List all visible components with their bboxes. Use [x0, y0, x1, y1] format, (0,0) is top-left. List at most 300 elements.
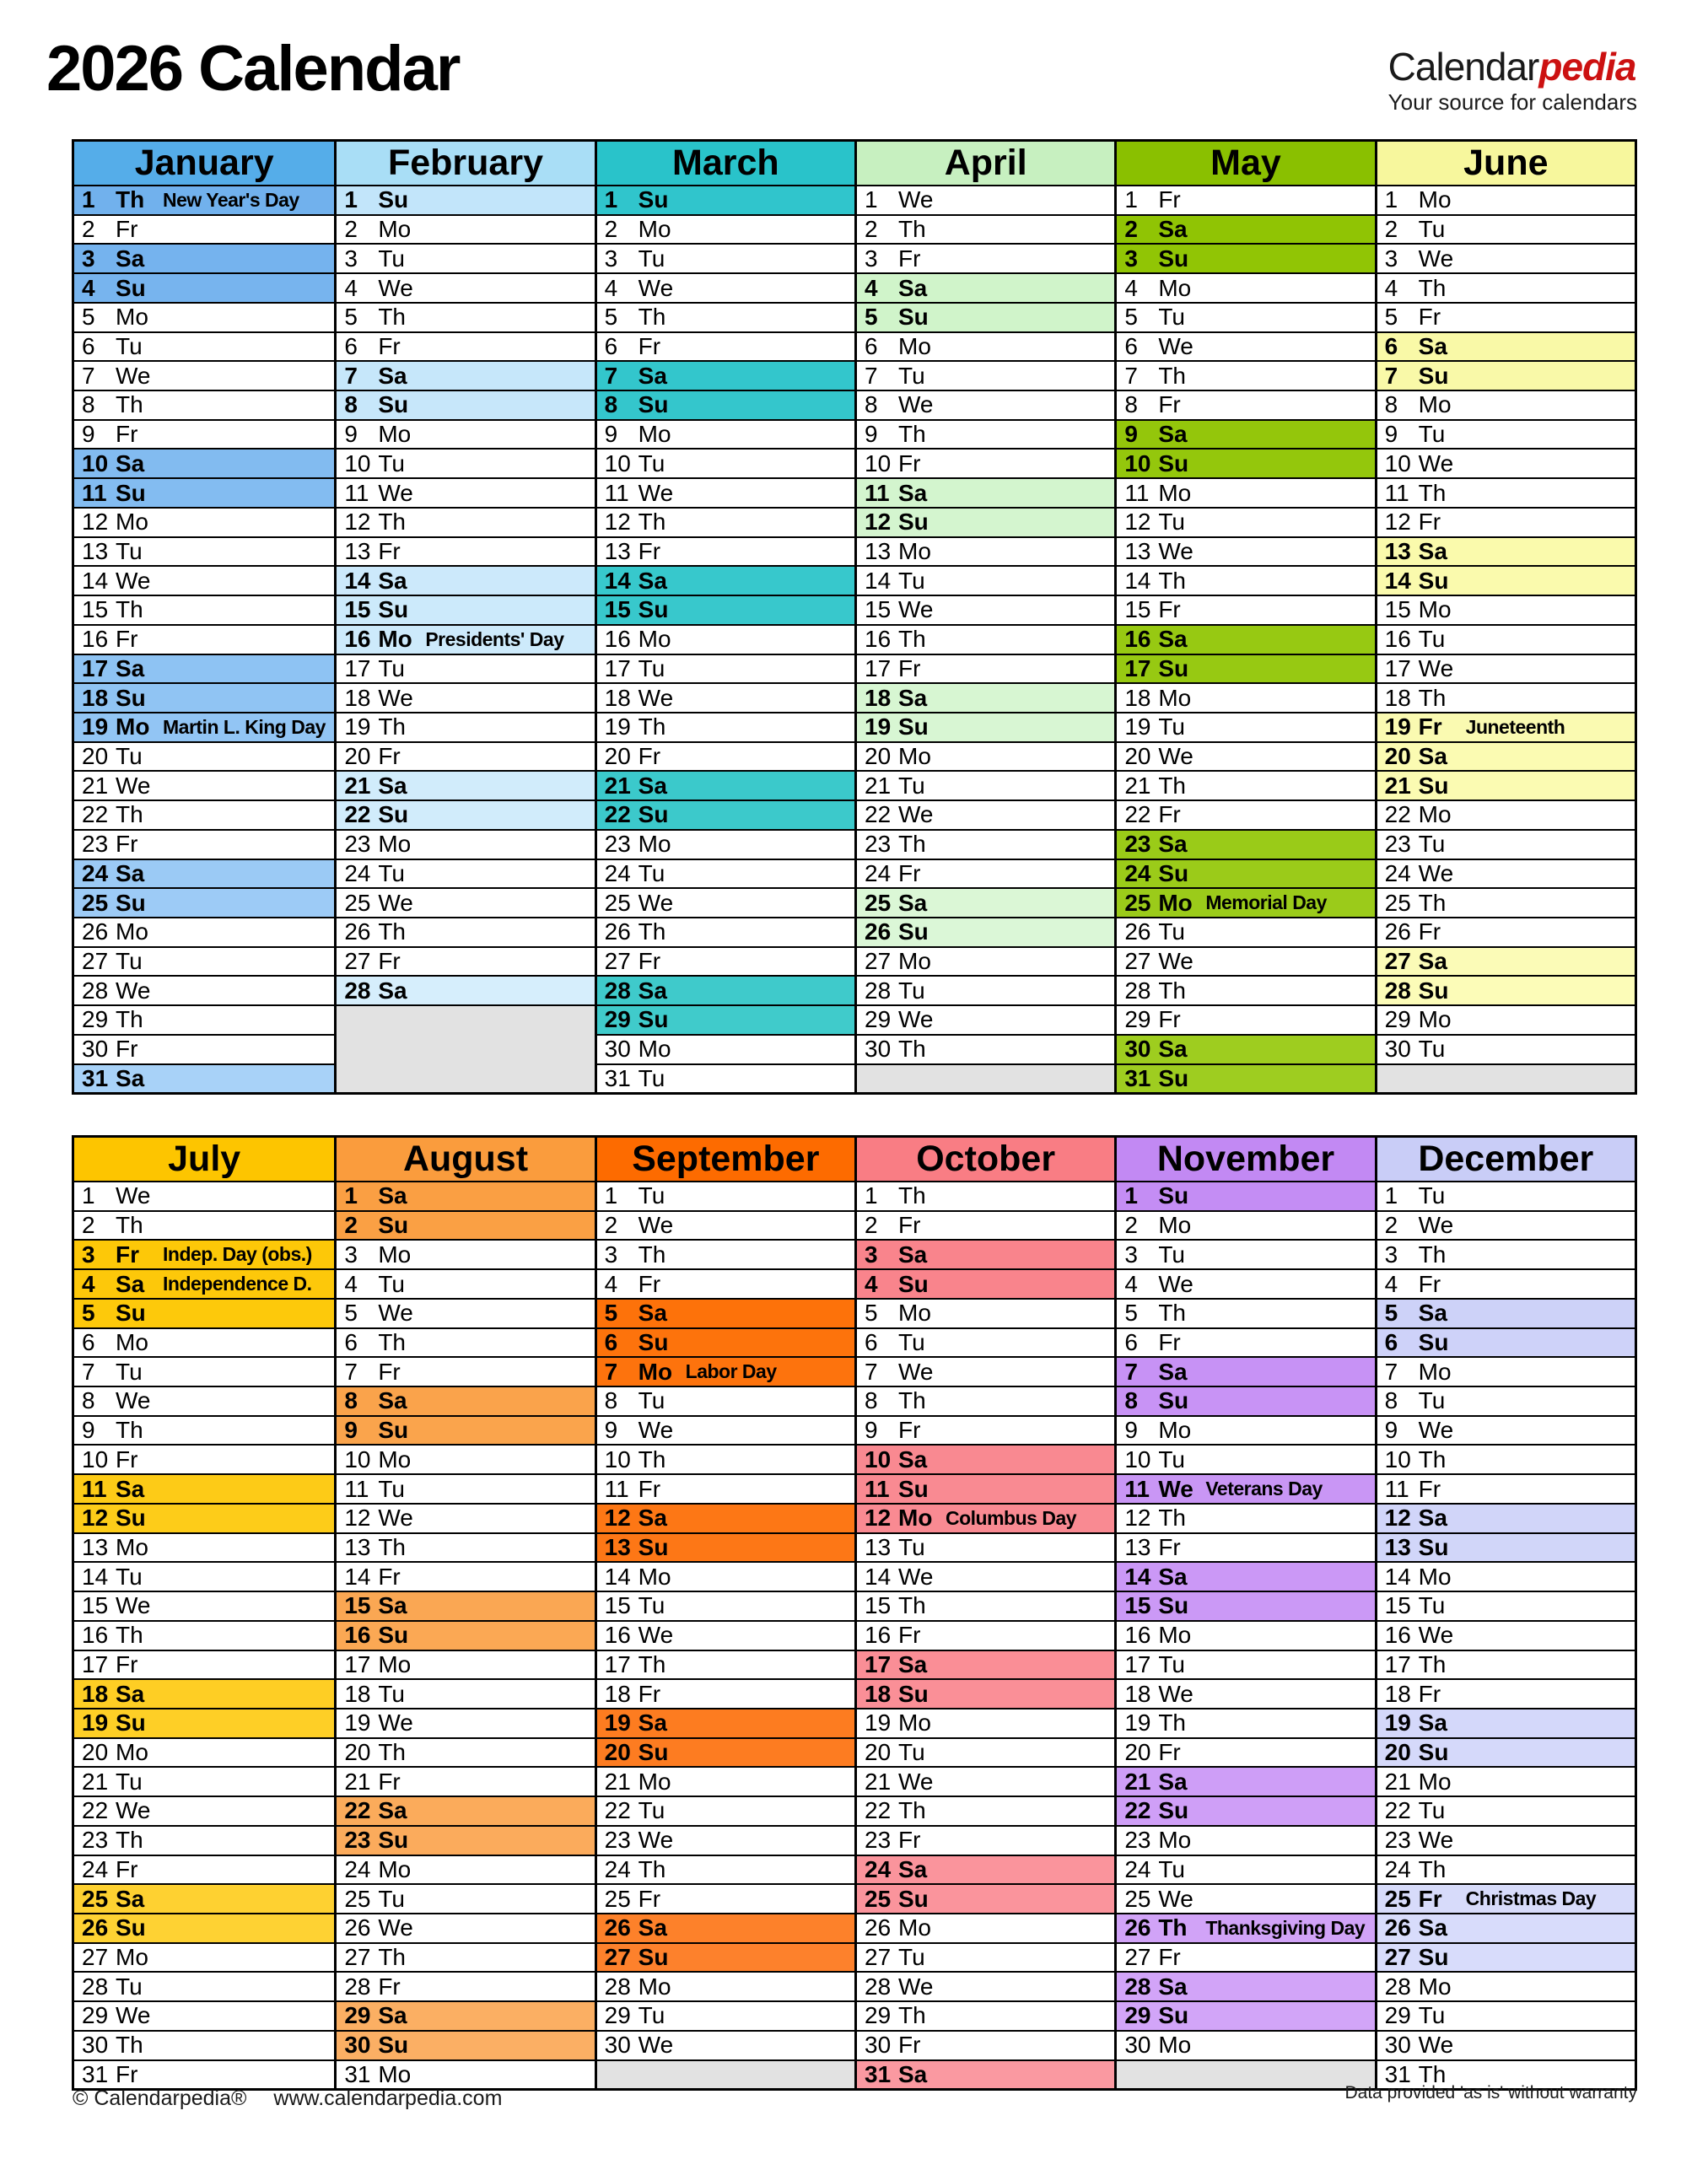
- day-row: [1377, 1855, 1635, 1884]
- day-number: 25: [1124, 1885, 1151, 1912]
- day-row: [74, 1327, 334, 1357]
- day-number: 31: [344, 2060, 371, 2087]
- day-row: [74, 682, 334, 712]
- day-number: 2: [1384, 1212, 1398, 1239]
- day-abbrev: Fr: [1158, 391, 1181, 418]
- day-abbrev: Th: [116, 391, 143, 418]
- day-abbrev: Su: [1418, 1944, 1449, 1971]
- day-number: 12: [344, 509, 371, 536]
- day-number: 4: [344, 274, 358, 301]
- day-abbrev: We: [378, 274, 413, 301]
- day-row: [1117, 1444, 1374, 1473]
- month-july: [74, 1138, 334, 2088]
- day-row: [1117, 507, 1374, 536]
- day-number: 17: [865, 1650, 892, 1677]
- day-number: 26: [344, 918, 371, 945]
- day-number: 19: [604, 713, 631, 740]
- day-abbrev: Sa: [378, 1797, 407, 1824]
- day-row: [1117, 624, 1374, 654]
- day-abbrev: Sa: [378, 1182, 407, 1209]
- day-number: 12: [865, 509, 892, 536]
- day-number: 23: [1124, 1827, 1151, 1854]
- day-row: [1377, 624, 1635, 654]
- day-number: 22: [344, 801, 371, 828]
- day-row: [597, 654, 854, 683]
- day-row: [337, 390, 594, 419]
- day-abbrev: Mo: [1418, 1973, 1452, 2000]
- day-row: [857, 565, 1114, 595]
- day-row: [337, 565, 594, 595]
- calendar-block-jul-dec: [72, 1135, 1637, 2091]
- day-abbrev: Su: [898, 918, 929, 945]
- day-abbrev: Mo: [378, 2060, 412, 2087]
- day-abbrev: Su: [1418, 772, 1449, 799]
- day-number: 23: [344, 831, 371, 858]
- day-row: [857, 390, 1114, 419]
- day-number: 8: [865, 1387, 878, 1414]
- day-row: [337, 682, 594, 712]
- day-row: [857, 887, 1114, 917]
- day-abbrev: Th: [898, 1797, 926, 1824]
- day-row: [74, 946, 334, 976]
- day-number: 2: [82, 216, 95, 243]
- day-row: [1117, 2000, 1374, 2030]
- day-row: [337, 1386, 594, 1415]
- day-abbrev: Mo: [116, 1944, 148, 1971]
- day-number: 27: [604, 948, 631, 975]
- day-abbrev: Fr: [116, 1241, 139, 1268]
- day-number: 19: [82, 1709, 109, 1736]
- day-row: [1377, 360, 1635, 390]
- day-abbrev: Sa: [1418, 332, 1447, 359]
- day-abbrev: Su: [116, 684, 146, 711]
- day-row: [597, 565, 854, 595]
- day-number: 10: [865, 450, 892, 476]
- day-number: 13: [604, 1533, 631, 1560]
- day-number: 7: [1124, 362, 1138, 389]
- day-abbrev: Mo: [638, 1768, 671, 1795]
- day-row: [857, 1796, 1114, 1825]
- day-abbrev: Mo: [116, 1328, 148, 1355]
- day-abbrev: We: [898, 1358, 934, 1385]
- day-row: [857, 243, 1114, 272]
- day-abbrev: Th: [116, 1622, 143, 1649]
- day-abbrev: We: [1418, 654, 1454, 681]
- day-number: 28: [1124, 1973, 1151, 2000]
- day-abbrev: Tu: [638, 859, 665, 886]
- day-number: 17: [865, 654, 892, 681]
- day-row: [74, 770, 334, 800]
- day-number: 15: [865, 1592, 892, 1619]
- day-row: [857, 1766, 1114, 1796]
- logo-text-red: pedia: [1538, 45, 1636, 89]
- day-row: [1377, 654, 1635, 683]
- day-number: 4: [865, 274, 878, 301]
- day-row: [1117, 1855, 1374, 1884]
- day-abbrev: Su: [898, 1885, 929, 1912]
- day-number: 25: [1124, 889, 1151, 916]
- day-number: 5: [604, 1300, 618, 1327]
- day-abbrev: Tu: [378, 1270, 405, 1297]
- day-number: 12: [604, 509, 631, 536]
- month-header: October: [857, 1138, 1114, 1181]
- day-row: [857, 1942, 1114, 1972]
- day-abbrev: Th: [898, 2002, 926, 2029]
- day-abbrev: Mo: [378, 1650, 412, 1677]
- day-number: 20: [344, 1739, 371, 1766]
- day-abbrev: Tu: [378, 1475, 405, 1502]
- day-number: 19: [344, 713, 371, 740]
- day-abbrev: Th: [1158, 567, 1187, 594]
- day-number: 30: [1124, 2032, 1151, 2059]
- day-abbrev: Mo: [116, 713, 150, 740]
- day-number: 21: [82, 772, 109, 799]
- day-number: 24: [1124, 859, 1151, 886]
- day-row: [1377, 1825, 1635, 1855]
- month-march: [595, 142, 854, 1092]
- day-row: [857, 654, 1114, 683]
- day-row: [597, 419, 854, 449]
- day-row: [74, 2000, 334, 2030]
- day-row: [1117, 829, 1374, 859]
- day-abbrev: Fr: [1418, 1270, 1441, 1297]
- day-row: [1377, 1181, 1635, 1210]
- day-row: [337, 1796, 594, 1825]
- day-row: [1377, 1532, 1635, 1562]
- day-row: [1377, 536, 1635, 566]
- day-row: [1117, 536, 1374, 566]
- day-number: 23: [1384, 831, 1411, 858]
- day-number: 16: [1384, 1622, 1411, 1649]
- day-number: 10: [344, 1446, 371, 1473]
- day-row: [74, 829, 334, 859]
- day-abbrev: Th: [1158, 1709, 1187, 1736]
- day-number: 18: [344, 684, 371, 711]
- day-abbrev: We: [638, 1212, 674, 1239]
- day-abbrev: Sa: [638, 1300, 667, 1327]
- day-row: [337, 360, 594, 390]
- day-abbrev: We: [1418, 2032, 1454, 2059]
- day-row: [74, 302, 334, 331]
- day-number: 24: [344, 1855, 371, 1882]
- day-abbrev: Mo: [898, 743, 931, 770]
- day-row: [337, 536, 594, 566]
- day-row: [1117, 1591, 1374, 1620]
- day-abbrev: We: [898, 1563, 934, 1590]
- day-row: [1117, 917, 1374, 946]
- day-abbrev: Mo: [638, 216, 671, 243]
- day-abbrev: Th: [638, 304, 666, 331]
- day-row: [1377, 1268, 1635, 1298]
- day-row: [74, 2059, 334, 2089]
- day-number: 11: [82, 479, 107, 506]
- day-row: [74, 272, 334, 302]
- day-row: [857, 1356, 1114, 1386]
- day-number: 6: [865, 1328, 878, 1355]
- day-number: 28: [1384, 1973, 1411, 2000]
- day-row: [74, 624, 334, 654]
- day-abbrev: Tu: [378, 859, 405, 886]
- day-abbrev: Th: [638, 1855, 666, 1882]
- day-number: 12: [82, 1505, 109, 1532]
- day-number: 10: [1124, 450, 1151, 476]
- day-number: 2: [865, 216, 878, 243]
- day-abbrev: Tu: [1158, 918, 1185, 945]
- day-number: 5: [604, 304, 618, 331]
- day-row: [74, 331, 334, 361]
- day-abbrev: Fr: [378, 332, 401, 359]
- day-number: 16: [344, 1622, 371, 1649]
- day-row: [74, 1063, 334, 1093]
- day-abbrev: Th: [898, 1387, 926, 1414]
- day-abbrev: Sa: [638, 567, 667, 594]
- day-row: [857, 800, 1114, 829]
- day-number: 25: [1384, 1885, 1411, 1912]
- day-number: 22: [1384, 1797, 1411, 1824]
- day-row: [337, 448, 594, 477]
- day-abbrev: Th: [638, 1241, 666, 1268]
- day-number: 26: [344, 1914, 371, 1941]
- day-number: 24: [865, 1855, 892, 1882]
- day-row: [337, 712, 594, 741]
- day-number: 7: [1384, 1358, 1398, 1385]
- day-abbrev: Fr: [1158, 1739, 1181, 1766]
- day-abbrev: We: [378, 1505, 413, 1532]
- day-number: 26: [604, 1914, 631, 1941]
- day-number: 20: [865, 743, 892, 770]
- day-number: 5: [344, 304, 358, 331]
- day-number: 31: [865, 2060, 892, 2087]
- day-abbrev: Th: [378, 509, 407, 536]
- day-abbrev: Su: [1418, 362, 1449, 389]
- day-abbrev: Sa: [898, 1241, 928, 1268]
- day-number: 15: [1124, 596, 1151, 623]
- day-abbrev: Th: [1158, 362, 1187, 389]
- holiday-label: Memorial Day: [1205, 891, 1327, 914]
- day-abbrev: Mo: [116, 918, 148, 945]
- day-row: [337, 185, 594, 214]
- day-row: [337, 477, 594, 507]
- day-number: 13: [1124, 1533, 1151, 1560]
- day-number: 30: [344, 2032, 371, 2059]
- day-number: 29: [1384, 1006, 1411, 1033]
- day-abbrev: Fr: [898, 1417, 921, 1444]
- day-row: [74, 1650, 334, 1679]
- day-row: [1377, 712, 1635, 741]
- day-number: 6: [82, 332, 95, 359]
- day-abbrev: Mo: [898, 1300, 931, 1327]
- day-row: [74, 1004, 334, 1034]
- day-abbrev: Th: [116, 1417, 143, 1444]
- day-abbrev: Th: [1418, 2060, 1447, 2087]
- day-row: [597, 477, 854, 507]
- day-number: 30: [1124, 1036, 1151, 1063]
- day-number: 16: [1384, 626, 1411, 653]
- day-abbrev: Su: [1158, 2002, 1189, 2029]
- day-abbrev: Fr: [378, 1973, 401, 2000]
- day-number: 21: [1384, 772, 1411, 799]
- day-number: 10: [82, 450, 109, 476]
- day-row: [337, 419, 594, 449]
- day-abbrev: Tu: [1418, 1387, 1446, 1414]
- day-abbrev: We: [898, 391, 934, 418]
- day-number: 5: [1384, 1300, 1398, 1327]
- copyright-text: © Calendarpedia®: [73, 2086, 247, 2110]
- day-abbrev: Th: [378, 1533, 407, 1560]
- day-abbrev: Fr: [116, 831, 138, 858]
- day-row: [857, 331, 1114, 361]
- day-row: [1377, 1796, 1635, 1825]
- day-abbrev: Mo: [638, 1973, 671, 2000]
- day-abbrev: Fr: [116, 1650, 138, 1677]
- day-abbrev: Tu: [378, 1680, 405, 1707]
- day-number: 21: [1384, 1768, 1411, 1795]
- day-abbrev: Th: [1158, 1505, 1187, 1532]
- day-abbrev: Sa: [898, 2060, 928, 2087]
- day-row: [337, 2059, 594, 2089]
- day-number: 4: [604, 274, 618, 301]
- day-number: 3: [1384, 245, 1398, 272]
- day-row: [1117, 302, 1374, 331]
- day-row: [857, 448, 1114, 477]
- day-abbrev: Sa: [898, 1446, 928, 1473]
- day-row: [857, 1386, 1114, 1415]
- day-row: [597, 741, 854, 771]
- day-number: 10: [604, 1446, 631, 1473]
- day-number: 29: [1384, 2002, 1411, 2029]
- day-abbrev: Fr: [638, 743, 661, 770]
- day-number: 8: [1124, 1387, 1138, 1414]
- day-abbrev: Mo: [898, 537, 931, 564]
- day-row: [74, 419, 334, 449]
- day-abbrev: Su: [378, 2032, 409, 2059]
- day-row: [597, 2000, 854, 2030]
- day-abbrev: Su: [1158, 450, 1189, 476]
- day-number: 20: [344, 743, 371, 770]
- day-row: [1377, 1620, 1635, 1650]
- day-row: [1117, 1561, 1374, 1591]
- day-number: 12: [1384, 509, 1411, 536]
- day-number: 2: [604, 1212, 618, 1239]
- day-row: [1117, 1650, 1374, 1679]
- day-abbrev: Sa: [116, 1270, 145, 1297]
- day-row: [74, 565, 334, 595]
- day-row: [857, 859, 1114, 888]
- day-row: [1117, 859, 1374, 888]
- day-abbrev: Fr: [378, 743, 401, 770]
- day-abbrev: We: [1158, 1885, 1193, 1912]
- day-number: 22: [865, 801, 892, 828]
- holiday-label: Martin L. King Day: [163, 715, 326, 738]
- day-abbrev: Th: [898, 216, 926, 243]
- day-number: 1: [604, 186, 618, 213]
- day-abbrev: Th: [1158, 1914, 1188, 1941]
- day-row: [1377, 975, 1635, 1004]
- day-row: [857, 1327, 1114, 1357]
- day-number: 20: [82, 1739, 109, 1766]
- day-number: 26: [82, 918, 109, 945]
- day-row: [1117, 741, 1374, 771]
- day-abbrev: Mo: [116, 509, 148, 536]
- day-abbrev: Su: [1158, 1182, 1189, 1209]
- day-number: 15: [865, 596, 892, 623]
- day-row: [74, 507, 334, 536]
- day-abbrev: Th: [378, 1739, 407, 1766]
- day-abbrev: Fr: [378, 1358, 401, 1385]
- day-abbrev: We: [378, 889, 413, 916]
- day-row: [857, 507, 1114, 536]
- day-abbrev: Sa: [638, 1709, 667, 1736]
- day-abbrev: Sa: [116, 859, 145, 886]
- day-abbrev: Sa: [898, 1650, 928, 1677]
- day-row: [1377, 565, 1635, 595]
- day-abbrev: Tu: [1418, 2002, 1446, 2029]
- day-number: 30: [865, 2032, 892, 2059]
- day-number: 19: [82, 713, 109, 740]
- day-number: 9: [865, 1417, 878, 1444]
- day-number: 7: [344, 1358, 358, 1385]
- day-abbrev: Mo: [1418, 186, 1452, 213]
- day-abbrev: Sa: [378, 567, 407, 594]
- day-number: 15: [604, 596, 631, 623]
- day-row: [1117, 1063, 1374, 1093]
- day-row: [597, 214, 854, 244]
- day-number: 16: [82, 626, 109, 653]
- day-abbrev: Mo: [1418, 1006, 1452, 1033]
- day-abbrev: Th: [378, 918, 407, 945]
- day-number: 7: [344, 362, 358, 389]
- day-number: 7: [604, 362, 618, 389]
- day-abbrev: We: [116, 567, 151, 594]
- day-number: 20: [82, 743, 109, 770]
- day-number: 21: [865, 1768, 892, 1795]
- day-row: [1377, 1971, 1635, 2000]
- day-row: [1117, 243, 1374, 272]
- day-row: [337, 1268, 594, 1298]
- day-row: [74, 1591, 334, 1620]
- day-row: [337, 654, 594, 683]
- day-row: [1377, 1034, 1635, 1063]
- day-row: [857, 712, 1114, 741]
- day-abbrev: Sa: [1418, 1505, 1447, 1532]
- holiday-label: Labor Day: [685, 1360, 777, 1383]
- day-abbrev: Sa: [898, 889, 928, 916]
- day-abbrev: Mo: [378, 421, 412, 448]
- day-row: [1377, 1737, 1635, 1767]
- day-abbrev: Tu: [1158, 304, 1185, 331]
- day-abbrev: Mo: [898, 1914, 931, 1941]
- day-row: [337, 1181, 594, 1210]
- day-abbrev: Tu: [1158, 1650, 1185, 1677]
- day-abbrev: Su: [1158, 1387, 1189, 1414]
- day-number: 1: [82, 1182, 95, 1209]
- day-row: [597, 1650, 854, 1679]
- day-row: [1117, 887, 1374, 917]
- day-abbrev: Su: [638, 596, 669, 623]
- day-abbrev: Th: [638, 918, 666, 945]
- day-number: 30: [1384, 2032, 1411, 2059]
- day-row: [1117, 682, 1374, 712]
- day-row: [74, 1356, 334, 1386]
- day-row: [1117, 2030, 1374, 2059]
- day-number: 12: [865, 1505, 892, 1532]
- logo-wordmark: [1387, 45, 1637, 89]
- day-abbrev: We: [1158, 1270, 1193, 1297]
- day-number: 12: [1124, 1505, 1151, 1532]
- day-abbrev: Su: [116, 479, 146, 506]
- month-header: April: [857, 142, 1114, 185]
- day-abbrev: Su: [1158, 245, 1189, 272]
